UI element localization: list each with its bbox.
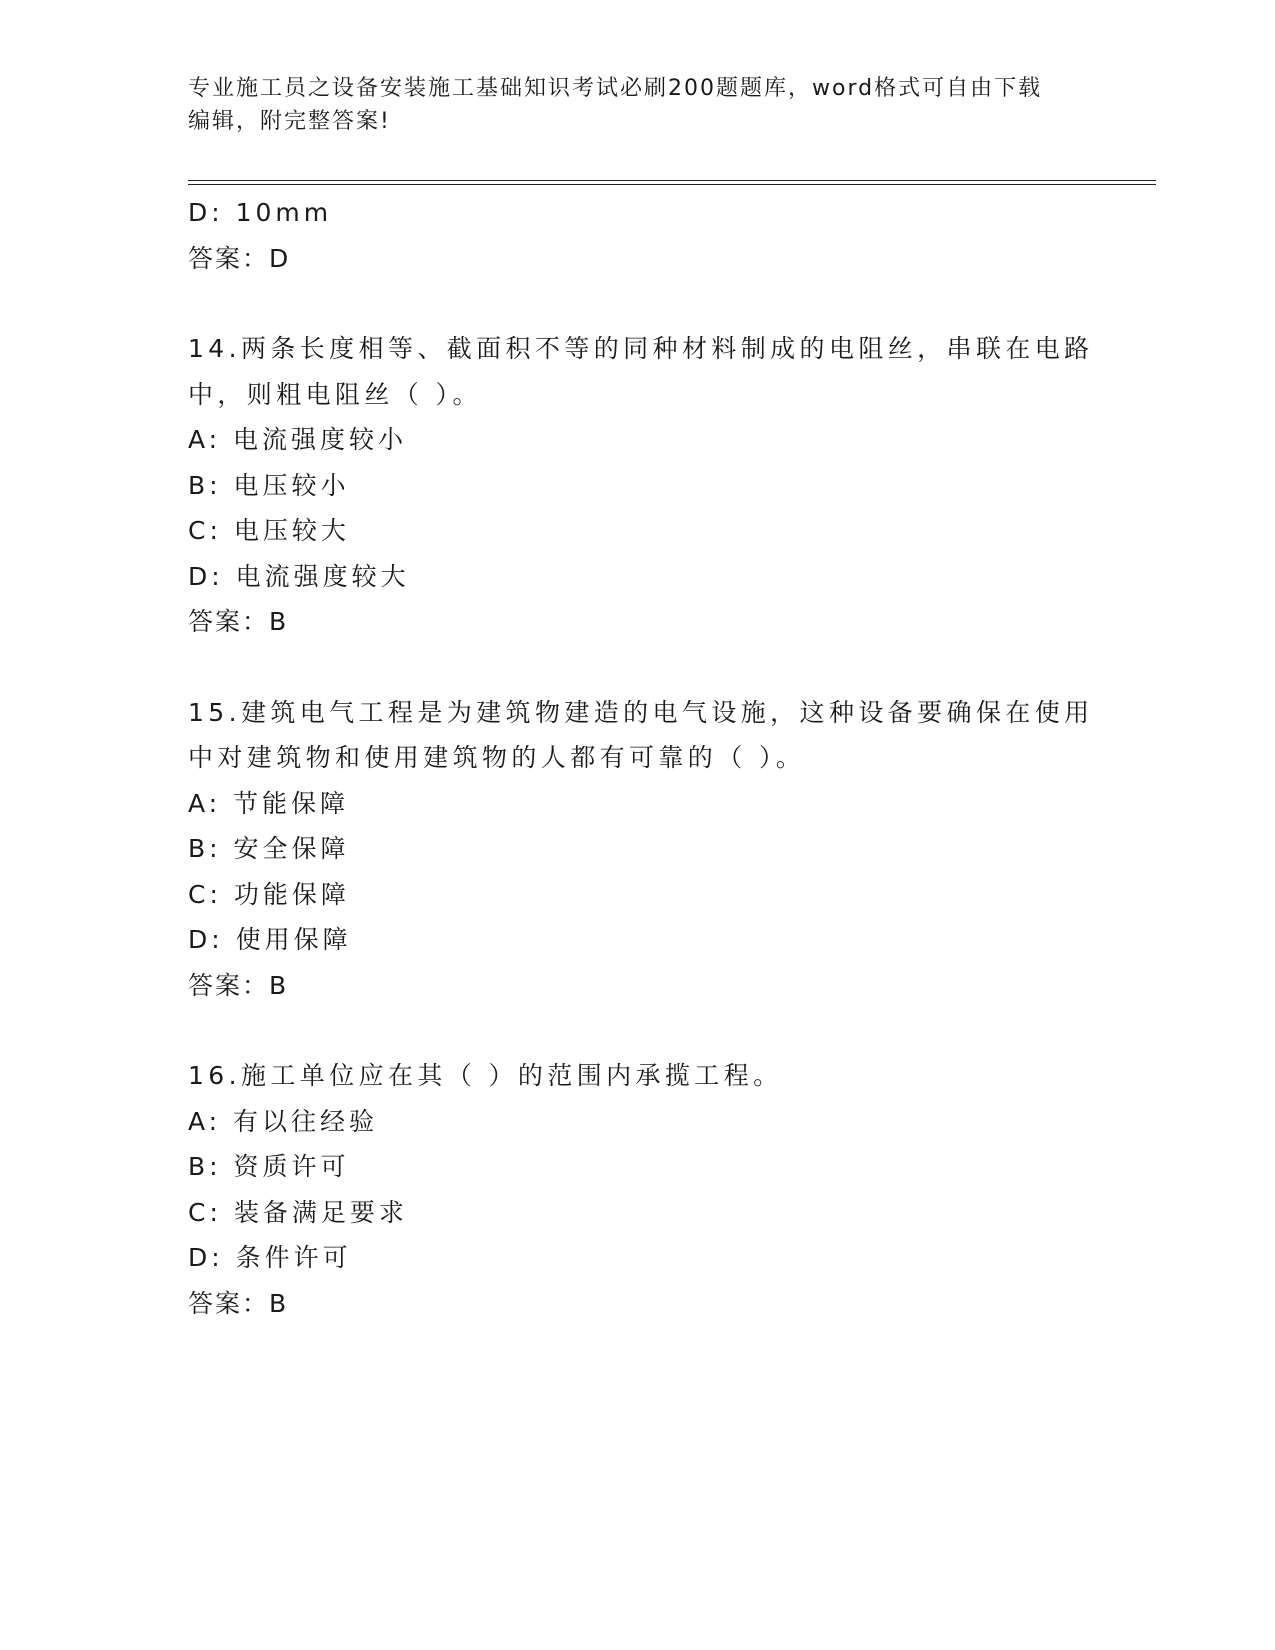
option-c: C: 装备满足要求 (188, 1197, 408, 1227)
question-14 (188, 326, 1094, 645)
option-d: D: 条件许可 (188, 1243, 352, 1272)
answer-line: 答案：B (188, 970, 289, 1000)
question-stem-line1: 16.施工单位应在其（ ）的范围内承揽工程。 (188, 1061, 783, 1090)
option-d: D: 电流强度较大 (188, 561, 410, 591)
previous-question-tail (188, 190, 1088, 281)
answer-line: 答案：B (188, 1288, 289, 1318)
question-stem-line1: 14.两条长度相等、截面积不等的同种材料制成的电阻丝，串联在电路 (188, 334, 1094, 363)
option-d: D: 使用保障 (188, 925, 352, 954)
question-stem-line2: 中，则粗电阻丝（ ）。 (188, 379, 482, 409)
option-a: A: 有以往经验 (188, 1106, 379, 1136)
answer-line: 答案：B (188, 607, 289, 636)
question-stem-line2: 中对建筑物和使用建筑物的人都有可靠的（ ）。 (188, 743, 806, 772)
question-stem (188, 326, 1094, 417)
question-stem (188, 1053, 1068, 1099)
question-stem (188, 690, 1094, 781)
option-c: C: 功能保障 (188, 879, 350, 909)
option-b: B: 电压较小 (188, 470, 350, 500)
page-header (188, 72, 1088, 138)
answer-line: 答案：D (188, 243, 291, 273)
option-b: B: 资质许可 (188, 1152, 350, 1181)
header-divider-top (188, 180, 1156, 181)
header-divider-bottom (188, 184, 1156, 185)
question-list (188, 190, 1094, 1326)
question-stem-line1: 15.建筑电气工程是为建筑物建造的电气设施，这种设备要确保在使用 (188, 697, 1094, 727)
spacer (188, 1008, 1088, 1053)
question-15 (188, 690, 1094, 1009)
option-d: D: 10mm (188, 198, 333, 227)
option-a: A: 电流强度较小 (188, 425, 408, 454)
option-a: A: 节能保障 (188, 788, 350, 818)
spacer (188, 281, 1088, 326)
header-title-line1: 专业施工员之设备安装施工基础知识考试必刷200题题库，word格式可自由下载 (188, 76, 1043, 101)
option-b: B: 安全保障 (188, 834, 350, 863)
question-16 (188, 1053, 1088, 1326)
header-title-line2: 编辑，附完整答案! (188, 109, 391, 134)
spacer (188, 645, 1088, 690)
option-c: C: 电压较大 (188, 516, 350, 545)
